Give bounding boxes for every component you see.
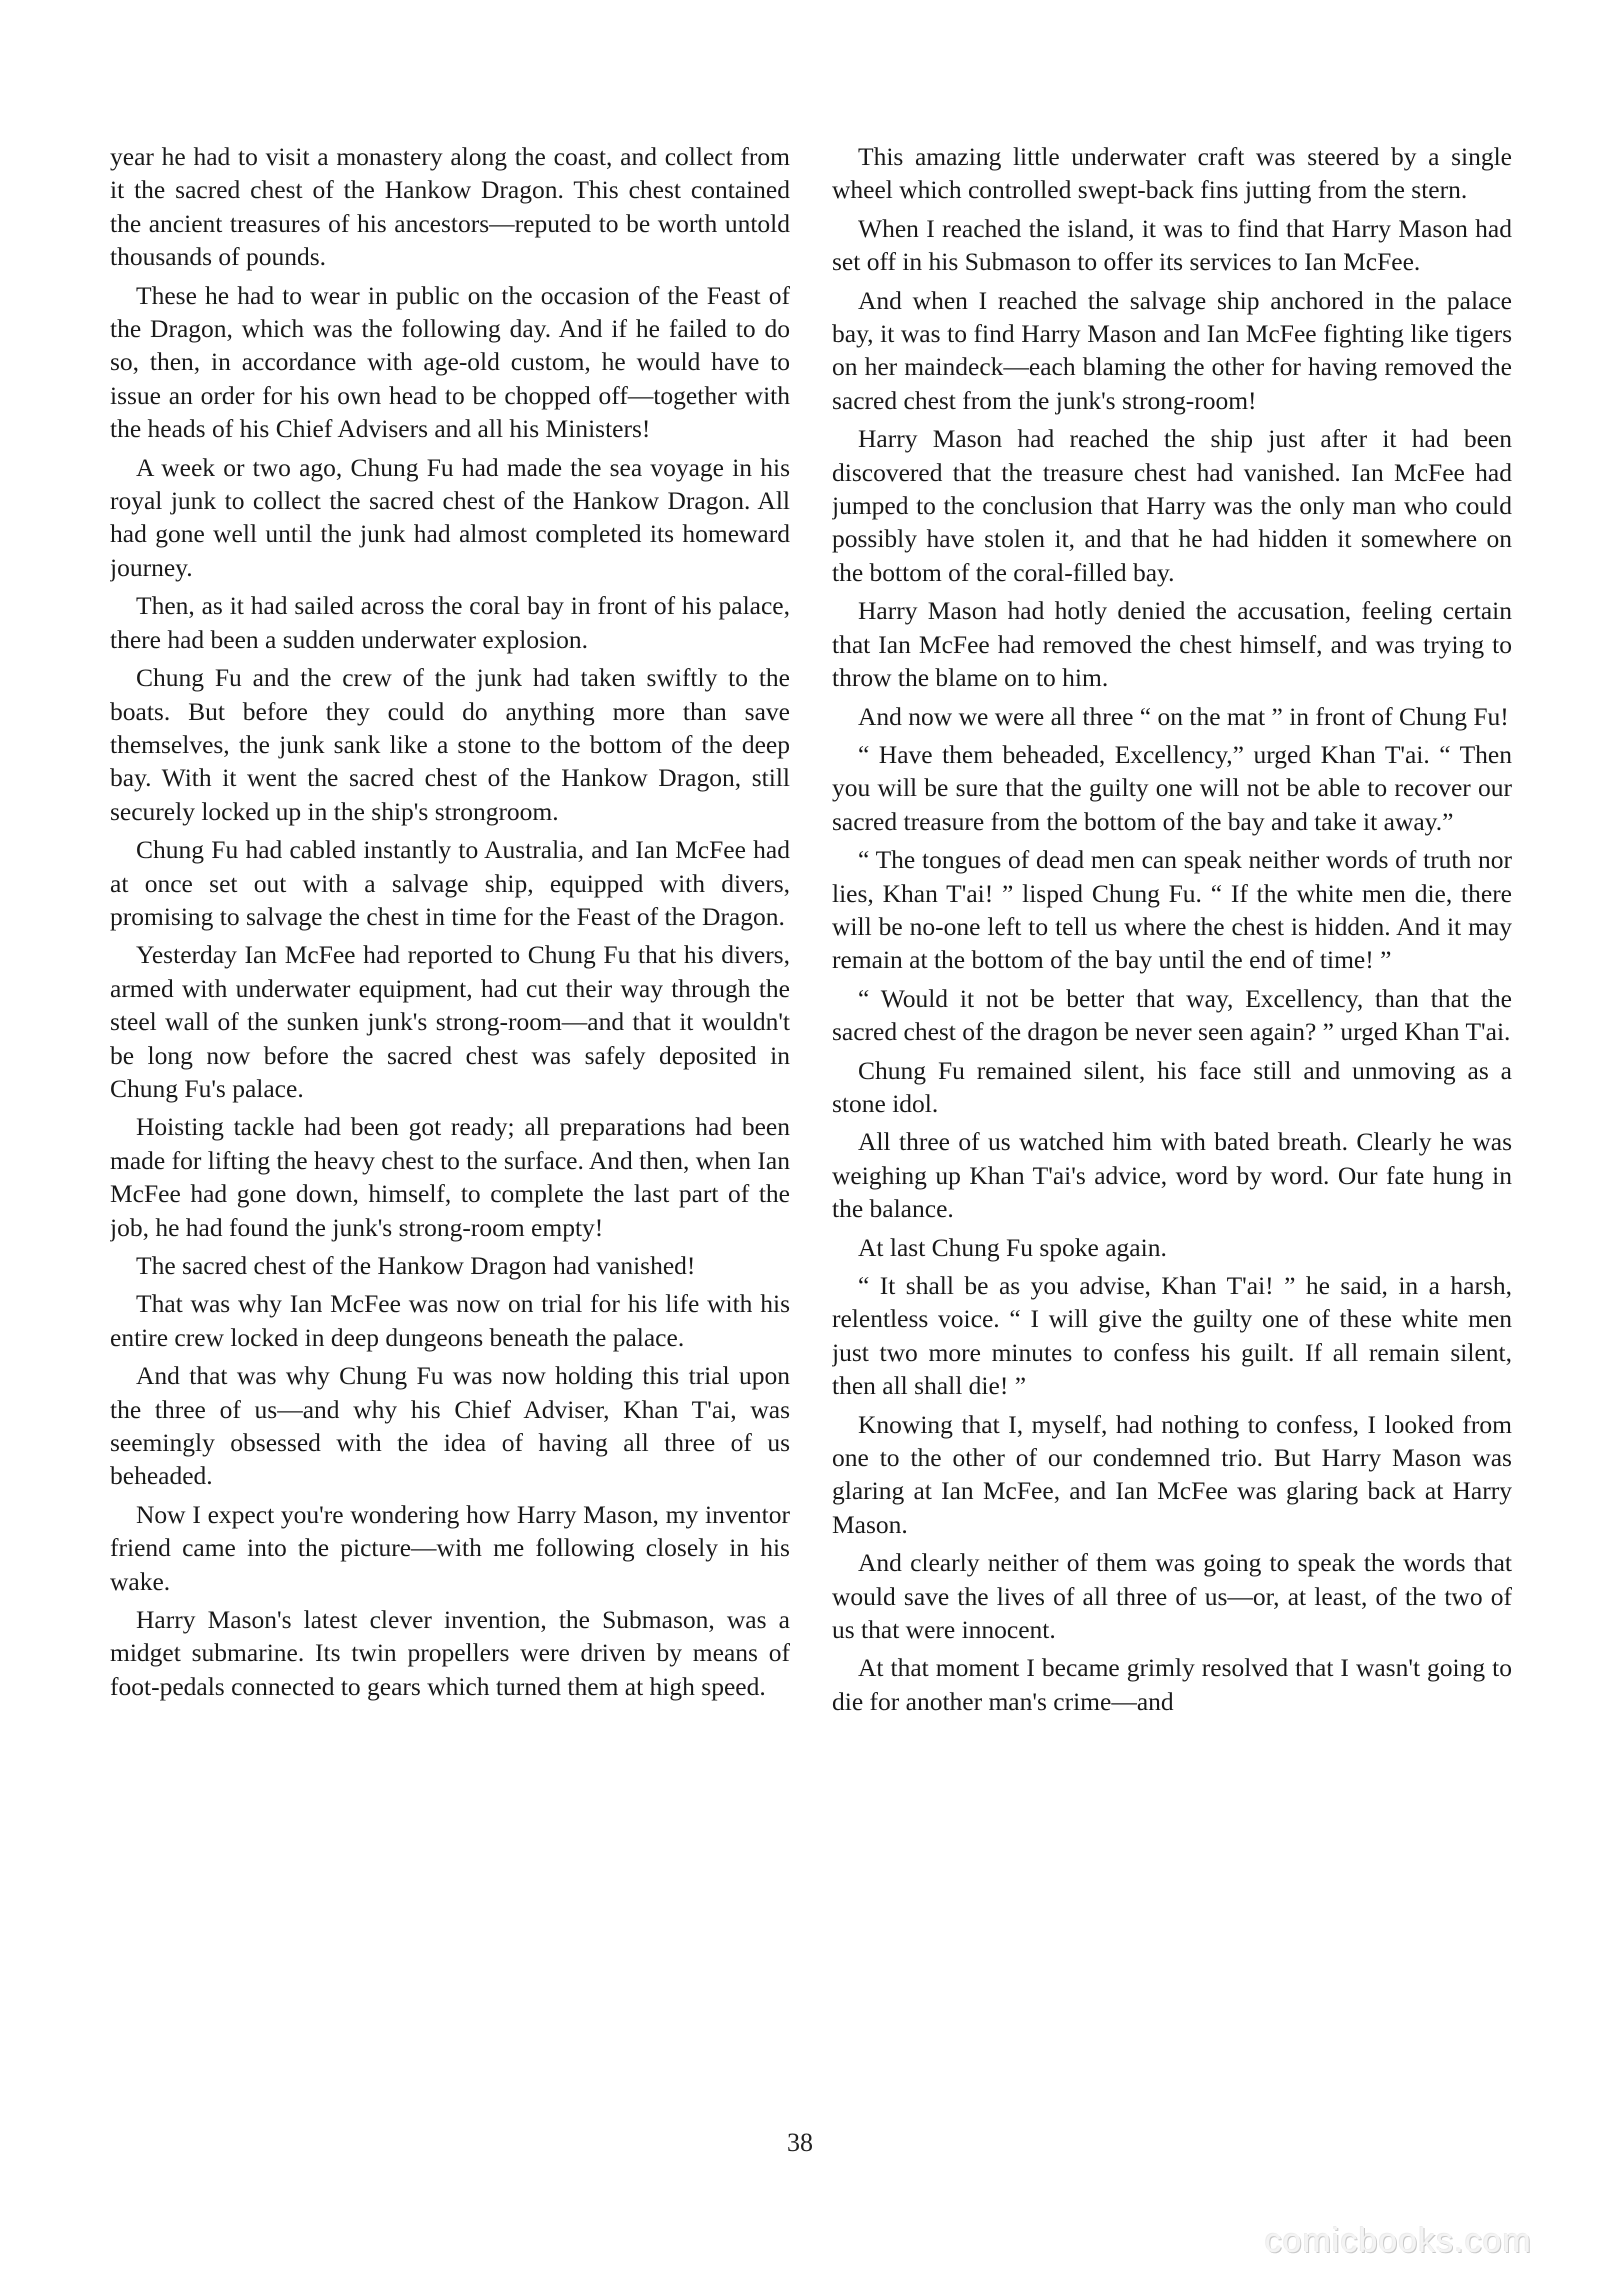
paragraph: “ Would it not be better that way, Excellency, than that the sacred chest of the dragon be never seen again? ” urged Khan T'ai. (832, 983, 1512, 1047)
paragraph: “ The tongues of dead men can speak neither words of truth nor lies, Khan T'ai! ” lisped Chung Fu. “ If the white men die, there will be no-one left to tell us where the chest is hidden. And it may remain at the bottom of the bay until the end of time! ” (832, 845, 1512, 975)
text-column-right (832, 140, 1512, 2080)
page-number: 38 (787, 2128, 813, 2157)
paragraph: Yesterday Ian McFee had reported to Chung Fu that his divers, armed with underwater equipment, had cut their way through the steel wall of the sunken junk's strong-room—and that it wouldn't be long now before the sacred chest was safely deposited in Chung Fu's palace. (110, 940, 790, 1103)
paragraph: A week or two ago, Chung Fu had made the sea voyage in his royal junk to collect the sacred chest of the Hankow Dragon. All had gone well until the junk had almost completed its homeward journey. (110, 452, 790, 582)
paragraph: The sacred chest of the Hankow Dragon had vanished! (136, 1251, 696, 1280)
paragraph: And clearly neither of them was going to speak the words that would save the lives of all three of us—or, at least, of the two of us that were innocent. (832, 1548, 1512, 1645)
paragraph: Chung Fu remained silent, his face still and unmoving as a stone idol. (832, 1055, 1512, 1118)
paragraph: Harry Mason had hotly denied the accusation, feeling certain that Ian McFee had removed the chest himself, and was trying to throw the blame on to him. (832, 596, 1512, 693)
paragraph: Then, as it had sailed across the coral bay in front of his palace, there had been a sudden underwater explosion. (110, 591, 790, 654)
paragraph: When I reached the island, it was to find that Harry Mason had set off in his Submason to offer its services to Ian McFee. (832, 213, 1512, 277)
text-column-left (110, 140, 790, 2080)
paragraph: Chung Fu had cabled instantly to Australia, and Ian McFee had at once set out with a salvage ship, equipped with divers, promising to salvage the chest in time for the Feast of the Dragon. (110, 835, 790, 931)
paragraph: At last Chung Fu spoke again. (858, 1232, 1167, 1262)
paragraph: And when I reached the salvage ship anchored in the palace bay, it was to find Harry Mason and Ian McFee fighting like tigers on her maindeck—each blaming the other for having removed the sacred chest from the junk's strong-room! (832, 285, 1512, 415)
paragraph: Knowing that I, myself, had nothing to confess, I looked from one to the other of our condemned trio. But Harry Mason was glaring at Ian McFee, and Ian McFee was glaring back at Harry Mason. (832, 1409, 1512, 1539)
paragraph: Harry Mason's latest clever invention, the Submason, was a midget submarine. Its twin propellers were driven by means of foot-pedals connected to gears which turned them at high speed. (110, 1605, 790, 1701)
story-page (110, 140, 1510, 2095)
paragraph: Now I expect you're wondering how Harry Mason, my inventor friend came into the picture—with me following closely in his wake. (110, 1499, 790, 1596)
paragraph: At that moment I became grimly resolved that I wasn't going to die for another man's crime—and (832, 1653, 1512, 1716)
paragraph: Hoisting tackle had been got ready; all preparations had been made for lifting the heavy chest to the surface. And then, when Ian McFee had gone down, himself, to complete the last part of the job, he had found the junk's strong-room empty! (110, 1112, 790, 1242)
paragraph: And that was why Chung Fu was now holding this trial upon the three of us—and why his Chief Adviser, Khan T'ai, was seemingly obsessed with the idea of having all three of us beheaded. (110, 1361, 790, 1491)
paragraph: All three of us watched him with bated breath. Clearly he was weighing up Khan T'ai's advice, word by word. Our fate hung in the balance. (832, 1127, 1512, 1224)
paragraph: Chung Fu and the crew of the junk had taken swiftly to the boats. But before they could do anything more than save themselves, the junk sank like a stone to the bottom of the deep bay. With it went the sacred chest of the Hankow Dragon, still securely locked up in the ship's strongroom. (110, 663, 790, 826)
watermark: comicbooks.com (1264, 2222, 1532, 2260)
paragraph: And now we were all three “ on the mat ” in front of Chung Fu! (858, 701, 1509, 731)
paragraph: Harry Mason had reached the ship just after it had been discovered that the treasure chest had vanished. Ian McFee had jumped to the conclusion that Harry was the only man who could possibly have stolen it, and that he had hidden it somewhere on the bottom of the coral-filled bay. (832, 424, 1512, 587)
paragraph: This amazing little underwater craft was steered by a single wheel which controlled swept-back fins jutting from the stern. (832, 142, 1512, 205)
paragraph: That was why Ian McFee was now on trial for his life with his entire crew locked in deep dungeons beneath the palace. (110, 1289, 790, 1352)
paragraph: year he had to visit a monastery along the coast, and collect from it the sacred chest of the Hankow Dragon. This chest contained the ancient treasures of his ancestors—reputed to be worth untold thousands of pounds. (110, 142, 790, 272)
paragraph: These he had to wear in public on the occasion of the Feast of the Dragon, which was the following day. And if he failed to do so, then, in accordance with age-old custom, he would have to issue an order for his own head to be chopped off—together with the heads of his Chief Advisers and all his Ministers! (110, 280, 790, 444)
paragraph: “ It shall be as you advise, Khan T'ai! ” he said, in a harsh, relentless voice. “ I will give the guilty one of these white men just two more minutes to confess his guilt. If all remain silent, then all shall die! ” (832, 1271, 1512, 1401)
paragraph: “ Have them beheaded, Excellency,” urged Khan T'ai. “ Then you will be sure that the guilty one will not be able to recover our sacred treasure from the bottom of the bay and take it away.” (832, 739, 1512, 836)
